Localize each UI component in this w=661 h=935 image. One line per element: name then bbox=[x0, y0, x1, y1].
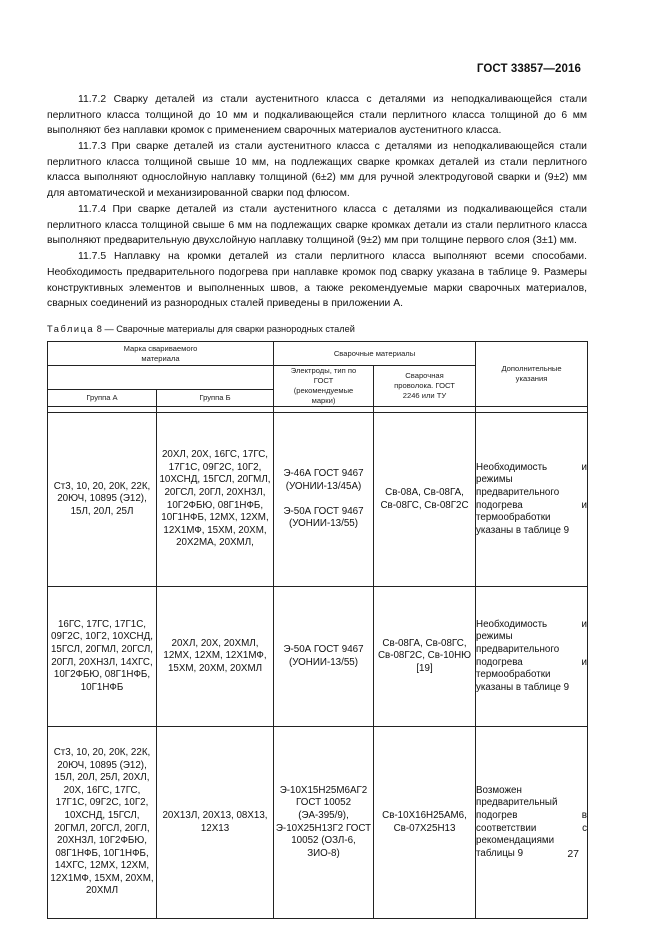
cell-group-a: Ст3, 10, 20, 20К, 22К, 20ЮЧ, 10895 (Э12), 15Л, 20Л, 25Л, 20ХЛ, 20Х, 16ГС, 17ГС, 17Г1С, 09Г2С, 10Г2, 10ХСНД, 15ГСЛ, 20ГМЛ, 20ГСЛ, 20ГЛ, 20ХН3Л, 10Г2ФБЮ, 08Г1НФБ, 10Г1НФБ, 14ХГС, 12МХ, 12ХМ, 12Х1МФ, 15ХМ, 20ХМ, 20ХМЛ bbox=[48, 727, 157, 919]
paragraph-11-7-5: 11.7.5 Наплавку на кромки деталей из стали перлитного класса выполняют всеми способами. Необходимость предварительного подогрева при наплавке кромок под сварку указана в таблице 9. Размеры конструктивных элементов и выполненных швов, а также рекомендуемые марки сварочных материалов, сварных соединений из разнородных сталей приведены в приложении А. bbox=[47, 251, 587, 310]
header-notes: Дополнительные указания bbox=[476, 342, 588, 407]
cell-wire: Св-08ГА, Св-08ГС, Св-08Г2С, Св-10НЮ [19] bbox=[374, 587, 476, 727]
header-grade-spacer bbox=[48, 366, 274, 390]
body-text bbox=[47, 92, 587, 312]
table-caption bbox=[47, 323, 587, 335]
welding-materials-table bbox=[47, 341, 588, 919]
paragraph-11-7-2: 11.7.2 Сварку деталей из стали аустенитного класса с деталями из неподкаливающейся стали перлитного класса толщиной до 10 мм и подкаливающейся стали перлитного класса толщиной до 6 мм выполняют без наплавки кромок с применением сварочных материалов аустенитного класса. bbox=[47, 94, 587, 137]
cell-electrodes: Э-46А ГОСТ 9467 (УОНИИ-13/45А) Э-50А ГОСТ 9467 (УОНИИ-13/55) bbox=[274, 413, 374, 587]
table-caption-word: Таблица bbox=[47, 324, 95, 334]
header-group-a: Группа А bbox=[48, 390, 157, 407]
table-caption-text: 8 — Сварочные материалы для сварки разнородных сталей bbox=[96, 324, 355, 334]
cell-group-b: 20ХЛ, 20Х, 16ГС, 17ГС, 17Г1С, 09Г2С, 10Г2, 10ХСНД, 15ГСЛ, 20ГМЛ, 20ГСЛ, 20ГЛ, 20ХН3Л, 10Г2ФБЮ, 08Г1НФБ, 10Г1НФБ, 12МХ, 12ХМ, 12Х1МФ, 15ХМ, 20ХМ, 20Х2МА, 20ХМЛ, bbox=[157, 413, 274, 587]
page-number: 27 bbox=[567, 848, 579, 860]
standard-code: ГОСТ 33857—2016 bbox=[476, 63, 581, 75]
paragraph-11-7-4: 11.7.4 При сварке деталей из стали аустенитного класса с деталями из подкаливающейся стали перлитного класса толщиной свыше 6 мм на подлежащих сварке кромках детали из стали перлитного класса выполняют предварительную двухслойную наплавку толщиной (9±2) мм при толщине первого слоя (3±1) мм. bbox=[47, 204, 587, 247]
cell-notes: Необходимость и режимы предварительного подогрева и термообработки указаны в таблице 9 bbox=[476, 587, 588, 727]
header-welding-materials: Сварочные материалы bbox=[274, 342, 476, 366]
cell-group-a: 16ГС, 17ГС, 17Г1С, 09Г2С, 10Г2, 10ХСНД, 15ГСЛ, 20ГМЛ, 20ГСЛ, 20ГЛ, 20ХН3Л, 14ХГС, 10Г2ФБЮ, 08Г1НФБ, 10Г1НФБ bbox=[48, 587, 157, 727]
cell-group-b: 20ХЛ, 20Х, 20ХМЛ, 12МХ, 12ХМ, 12Х1МФ, 15ХМ, 20ХМ, 20ХМЛ bbox=[157, 587, 274, 727]
cell-electrodes: Э-50А ГОСТ 9467 (УОНИИ-13/55) bbox=[274, 587, 374, 727]
cell-notes: Возможен предварительный подогрев в соответствии с рекомендациями таблицы 9 bbox=[476, 727, 588, 919]
header-group-b: Группа Б bbox=[157, 390, 274, 407]
table-row bbox=[48, 727, 588, 919]
cell-group-b: 20Х13Л, 20Х13, 08Х13, 12Х13 bbox=[157, 727, 274, 919]
cell-wire: Св-08А, Св-08ГА, Св-08ГС, Св-08Г2С bbox=[374, 413, 476, 587]
cell-wire: Св-10Х16Н25АМ6, Св-07Х25Н13 bbox=[374, 727, 476, 919]
table-row bbox=[48, 413, 588, 587]
cell-notes: Необходимость и режимы предварительного подогрева и термообработки указаны в таблице 9 bbox=[476, 413, 588, 587]
table-row bbox=[48, 587, 588, 727]
header-wire: Сварочная проволока. ГОСТ 2246 или ТУ bbox=[374, 366, 476, 407]
cell-group-a: Ст3, 10, 20, 20К, 22К, 20ЮЧ, 10895 (Э12), 15Л, 20Л, 25Л bbox=[48, 413, 157, 587]
paragraph-11-7-3: 11.7.3 При сварке деталей из стали аустенитного класса с деталями из неподкаливающейся стали перлитного класса толщиной свыше 10 мм, на подлежащих сварке кромках деталей из стали перлитного класса выполняют однослойную наплавку толщиной (6±2) мм для ручной электродуговой сварки и (9±2) мм для автоматической и механизированной сварки под флюсом. bbox=[47, 141, 587, 200]
cell-electrodes: Э-10Х15Н25М6АГ2 ГОСТ 10052 (ЭА-395/9), Э-10Х25Н13Г2 ГОСТ 10052 (ОЗЛ-6, ЗИО-8) bbox=[274, 727, 374, 919]
header-grade-group: Марка свариваемого материала bbox=[48, 342, 274, 366]
header-electrodes: Электроды, тип по ГОСТ (рекомендуемые марки) bbox=[274, 366, 374, 407]
